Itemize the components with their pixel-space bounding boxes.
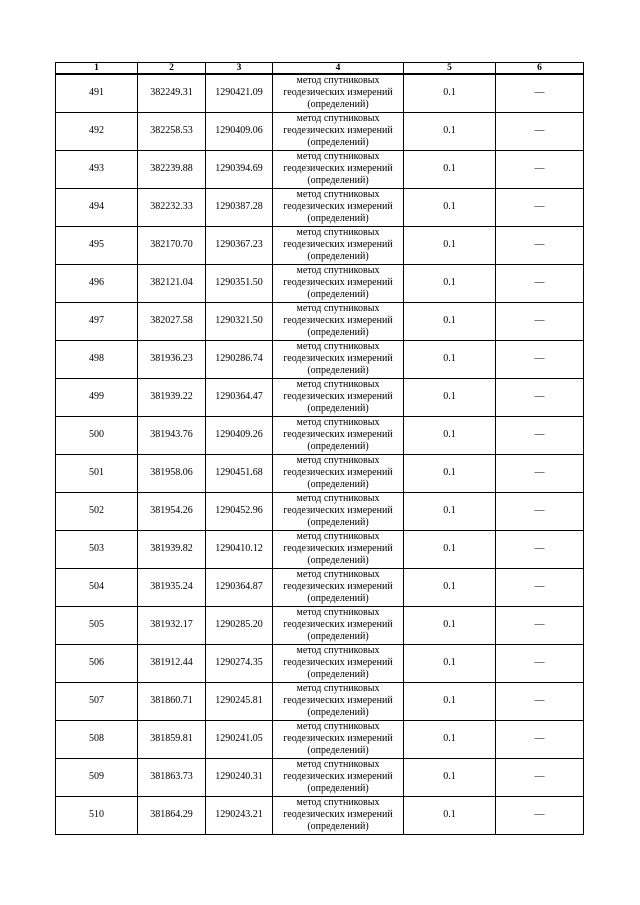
x-coordinate-cell: 381859.81 — [138, 720, 206, 758]
x-coordinate-cell: 381860.71 — [138, 682, 206, 720]
accuracy-cell: 0.1 — [404, 492, 496, 530]
note-cell: — — [496, 226, 584, 264]
column-header-6: 6 — [496, 63, 584, 75]
table-row — [56, 226, 584, 264]
note-cell: — — [496, 568, 584, 606]
point-number-cell: 503 — [56, 530, 138, 568]
coordinates-table — [55, 62, 584, 835]
note-cell: — — [496, 188, 584, 226]
point-number-cell: 508 — [56, 720, 138, 758]
accuracy-cell: 0.1 — [404, 720, 496, 758]
y-coordinate-cell: 1290451.68 — [206, 454, 273, 492]
accuracy-cell: 0.1 — [404, 606, 496, 644]
method-cell: метод спутниковых геодезических измерений (определений) — [273, 644, 404, 682]
accuracy-cell: 0.1 — [404, 302, 496, 340]
point-number-cell: 505 — [56, 606, 138, 644]
method-cell: метод спутниковых геодезических измерений (определений) — [273, 112, 404, 150]
y-coordinate-cell: 1290321.50 — [206, 302, 273, 340]
x-coordinate-cell: 381936.23 — [138, 340, 206, 378]
table-row — [56, 568, 584, 606]
table-row — [56, 188, 584, 226]
point-number-cell: 498 — [56, 340, 138, 378]
method-cell: метод спутниковых геодезических измерений (определений) — [273, 264, 404, 302]
accuracy-cell: 0.1 — [404, 226, 496, 264]
table-row — [56, 530, 584, 568]
note-cell: — — [496, 340, 584, 378]
accuracy-cell: 0.1 — [404, 74, 496, 112]
table-row — [56, 454, 584, 492]
table-row — [56, 378, 584, 416]
x-coordinate-cell: 381863.73 — [138, 758, 206, 796]
y-coordinate-cell: 1290452.96 — [206, 492, 273, 530]
accuracy-cell: 0.1 — [404, 568, 496, 606]
method-cell: метод спутниковых геодезических измерений (определений) — [273, 226, 404, 264]
note-cell: — — [496, 758, 584, 796]
x-coordinate-cell: 381932.17 — [138, 606, 206, 644]
accuracy-cell: 0.1 — [404, 340, 496, 378]
note-cell: — — [496, 150, 584, 188]
method-cell: метод спутниковых геодезических измерений (определений) — [273, 74, 404, 112]
y-coordinate-cell: 1290367.23 — [206, 226, 273, 264]
accuracy-cell: 0.1 — [404, 758, 496, 796]
method-cell: метод спутниковых геодезических измерений (определений) — [273, 720, 404, 758]
accuracy-cell: 0.1 — [404, 682, 496, 720]
y-coordinate-cell: 1290410.12 — [206, 530, 273, 568]
note-cell: — — [496, 416, 584, 454]
column-header-2: 2 — [138, 63, 206, 75]
accuracy-cell: 0.1 — [404, 454, 496, 492]
note-cell: — — [496, 682, 584, 720]
table-row — [56, 416, 584, 454]
point-number-cell: 510 — [56, 796, 138, 834]
table-row — [56, 74, 584, 112]
point-number-cell: 504 — [56, 568, 138, 606]
y-coordinate-cell: 1290387.28 — [206, 188, 273, 226]
y-coordinate-cell: 1290274.35 — [206, 644, 273, 682]
header-row — [56, 63, 584, 75]
table-row — [56, 644, 584, 682]
note-cell: — — [496, 264, 584, 302]
table-row — [56, 150, 584, 188]
note-cell: — — [496, 302, 584, 340]
x-coordinate-cell: 382249.31 — [138, 74, 206, 112]
point-number-cell: 495 — [56, 226, 138, 264]
table-row — [56, 758, 584, 796]
x-coordinate-cell: 382121.04 — [138, 264, 206, 302]
table-row — [56, 264, 584, 302]
y-coordinate-cell: 1290245.81 — [206, 682, 273, 720]
method-cell: метод спутниковых геодезических измерений (определений) — [273, 302, 404, 340]
x-coordinate-cell: 382258.53 — [138, 112, 206, 150]
table-row — [56, 682, 584, 720]
method-cell: метод спутниковых геодезических измерений (определений) — [273, 416, 404, 454]
column-header-3: 3 — [206, 63, 273, 75]
method-cell: метод спутниковых геодезических измерений (определений) — [273, 340, 404, 378]
table-row — [56, 796, 584, 834]
accuracy-cell: 0.1 — [404, 112, 496, 150]
method-cell: метод спутниковых геодезических измерений (определений) — [273, 150, 404, 188]
method-cell: метод спутниковых геодезических измерений (определений) — [273, 568, 404, 606]
x-coordinate-cell: 382170.70 — [138, 226, 206, 264]
y-coordinate-cell: 1290394.69 — [206, 150, 273, 188]
note-cell: — — [496, 644, 584, 682]
point-number-cell: 499 — [56, 378, 138, 416]
point-number-cell: 507 — [56, 682, 138, 720]
y-coordinate-cell: 1290351.50 — [206, 264, 273, 302]
point-number-cell: 506 — [56, 644, 138, 682]
method-cell: метод спутниковых геодезических измерений (определений) — [273, 796, 404, 834]
table-row — [56, 302, 584, 340]
accuracy-cell: 0.1 — [404, 150, 496, 188]
x-coordinate-cell: 381939.22 — [138, 378, 206, 416]
table-header — [56, 63, 584, 75]
x-coordinate-cell: 381958.06 — [138, 454, 206, 492]
y-coordinate-cell: 1290409.06 — [206, 112, 273, 150]
x-coordinate-cell: 382239.88 — [138, 150, 206, 188]
y-coordinate-cell: 1290364.87 — [206, 568, 273, 606]
method-cell: метод спутниковых геодезических измерений (определений) — [273, 530, 404, 568]
point-number-cell: 497 — [56, 302, 138, 340]
point-number-cell: 509 — [56, 758, 138, 796]
accuracy-cell: 0.1 — [404, 264, 496, 302]
method-cell: метод спутниковых геодезических измерений (определений) — [273, 682, 404, 720]
y-coordinate-cell: 1290286.74 — [206, 340, 273, 378]
x-coordinate-cell: 382232.33 — [138, 188, 206, 226]
accuracy-cell: 0.1 — [404, 378, 496, 416]
note-cell: — — [496, 720, 584, 758]
y-coordinate-cell: 1290241.05 — [206, 720, 273, 758]
x-coordinate-cell: 381935.24 — [138, 568, 206, 606]
point-number-cell: 492 — [56, 112, 138, 150]
method-cell: метод спутниковых геодезических измерений (определений) — [273, 492, 404, 530]
y-coordinate-cell: 1290285.20 — [206, 606, 273, 644]
table-row — [56, 340, 584, 378]
point-number-cell: 496 — [56, 264, 138, 302]
point-number-cell: 501 — [56, 454, 138, 492]
x-coordinate-cell: 382027.58 — [138, 302, 206, 340]
y-coordinate-cell: 1290421.09 — [206, 74, 273, 112]
method-cell: метод спутниковых геодезических измерений (определений) — [273, 378, 404, 416]
note-cell: — — [496, 492, 584, 530]
point-number-cell: 500 — [56, 416, 138, 454]
accuracy-cell: 0.1 — [404, 796, 496, 834]
x-coordinate-cell: 381864.29 — [138, 796, 206, 834]
note-cell: — — [496, 530, 584, 568]
note-cell: — — [496, 606, 584, 644]
x-coordinate-cell: 381939.82 — [138, 530, 206, 568]
column-header-1: 1 — [56, 63, 138, 75]
y-coordinate-cell: 1290243.21 — [206, 796, 273, 834]
method-cell: метод спутниковых геодезических измерений (определений) — [273, 188, 404, 226]
note-cell: — — [496, 378, 584, 416]
table-row — [56, 492, 584, 530]
note-cell: — — [496, 112, 584, 150]
table-row — [56, 606, 584, 644]
x-coordinate-cell: 381954.26 — [138, 492, 206, 530]
x-coordinate-cell: 381943.76 — [138, 416, 206, 454]
y-coordinate-cell: 1290364.47 — [206, 378, 273, 416]
table-body — [56, 74, 584, 834]
note-cell: — — [496, 796, 584, 834]
table-row — [56, 112, 584, 150]
point-number-cell: 502 — [56, 492, 138, 530]
note-cell: — — [496, 74, 584, 112]
point-number-cell: 494 — [56, 188, 138, 226]
accuracy-cell: 0.1 — [404, 416, 496, 454]
point-number-cell: 493 — [56, 150, 138, 188]
method-cell: метод спутниковых геодезических измерений (определений) — [273, 758, 404, 796]
y-coordinate-cell: 1290240.31 — [206, 758, 273, 796]
x-coordinate-cell: 381912.44 — [138, 644, 206, 682]
column-header-5: 5 — [404, 63, 496, 75]
method-cell: метод спутниковых геодезических измерений (определений) — [273, 454, 404, 492]
y-coordinate-cell: 1290409.26 — [206, 416, 273, 454]
point-number-cell: 491 — [56, 74, 138, 112]
table-row — [56, 720, 584, 758]
accuracy-cell: 0.1 — [404, 644, 496, 682]
note-cell: — — [496, 454, 584, 492]
column-header-4: 4 — [273, 63, 404, 75]
accuracy-cell: 0.1 — [404, 188, 496, 226]
accuracy-cell: 0.1 — [404, 530, 496, 568]
method-cell: метод спутниковых геодезических измерений (определений) — [273, 606, 404, 644]
